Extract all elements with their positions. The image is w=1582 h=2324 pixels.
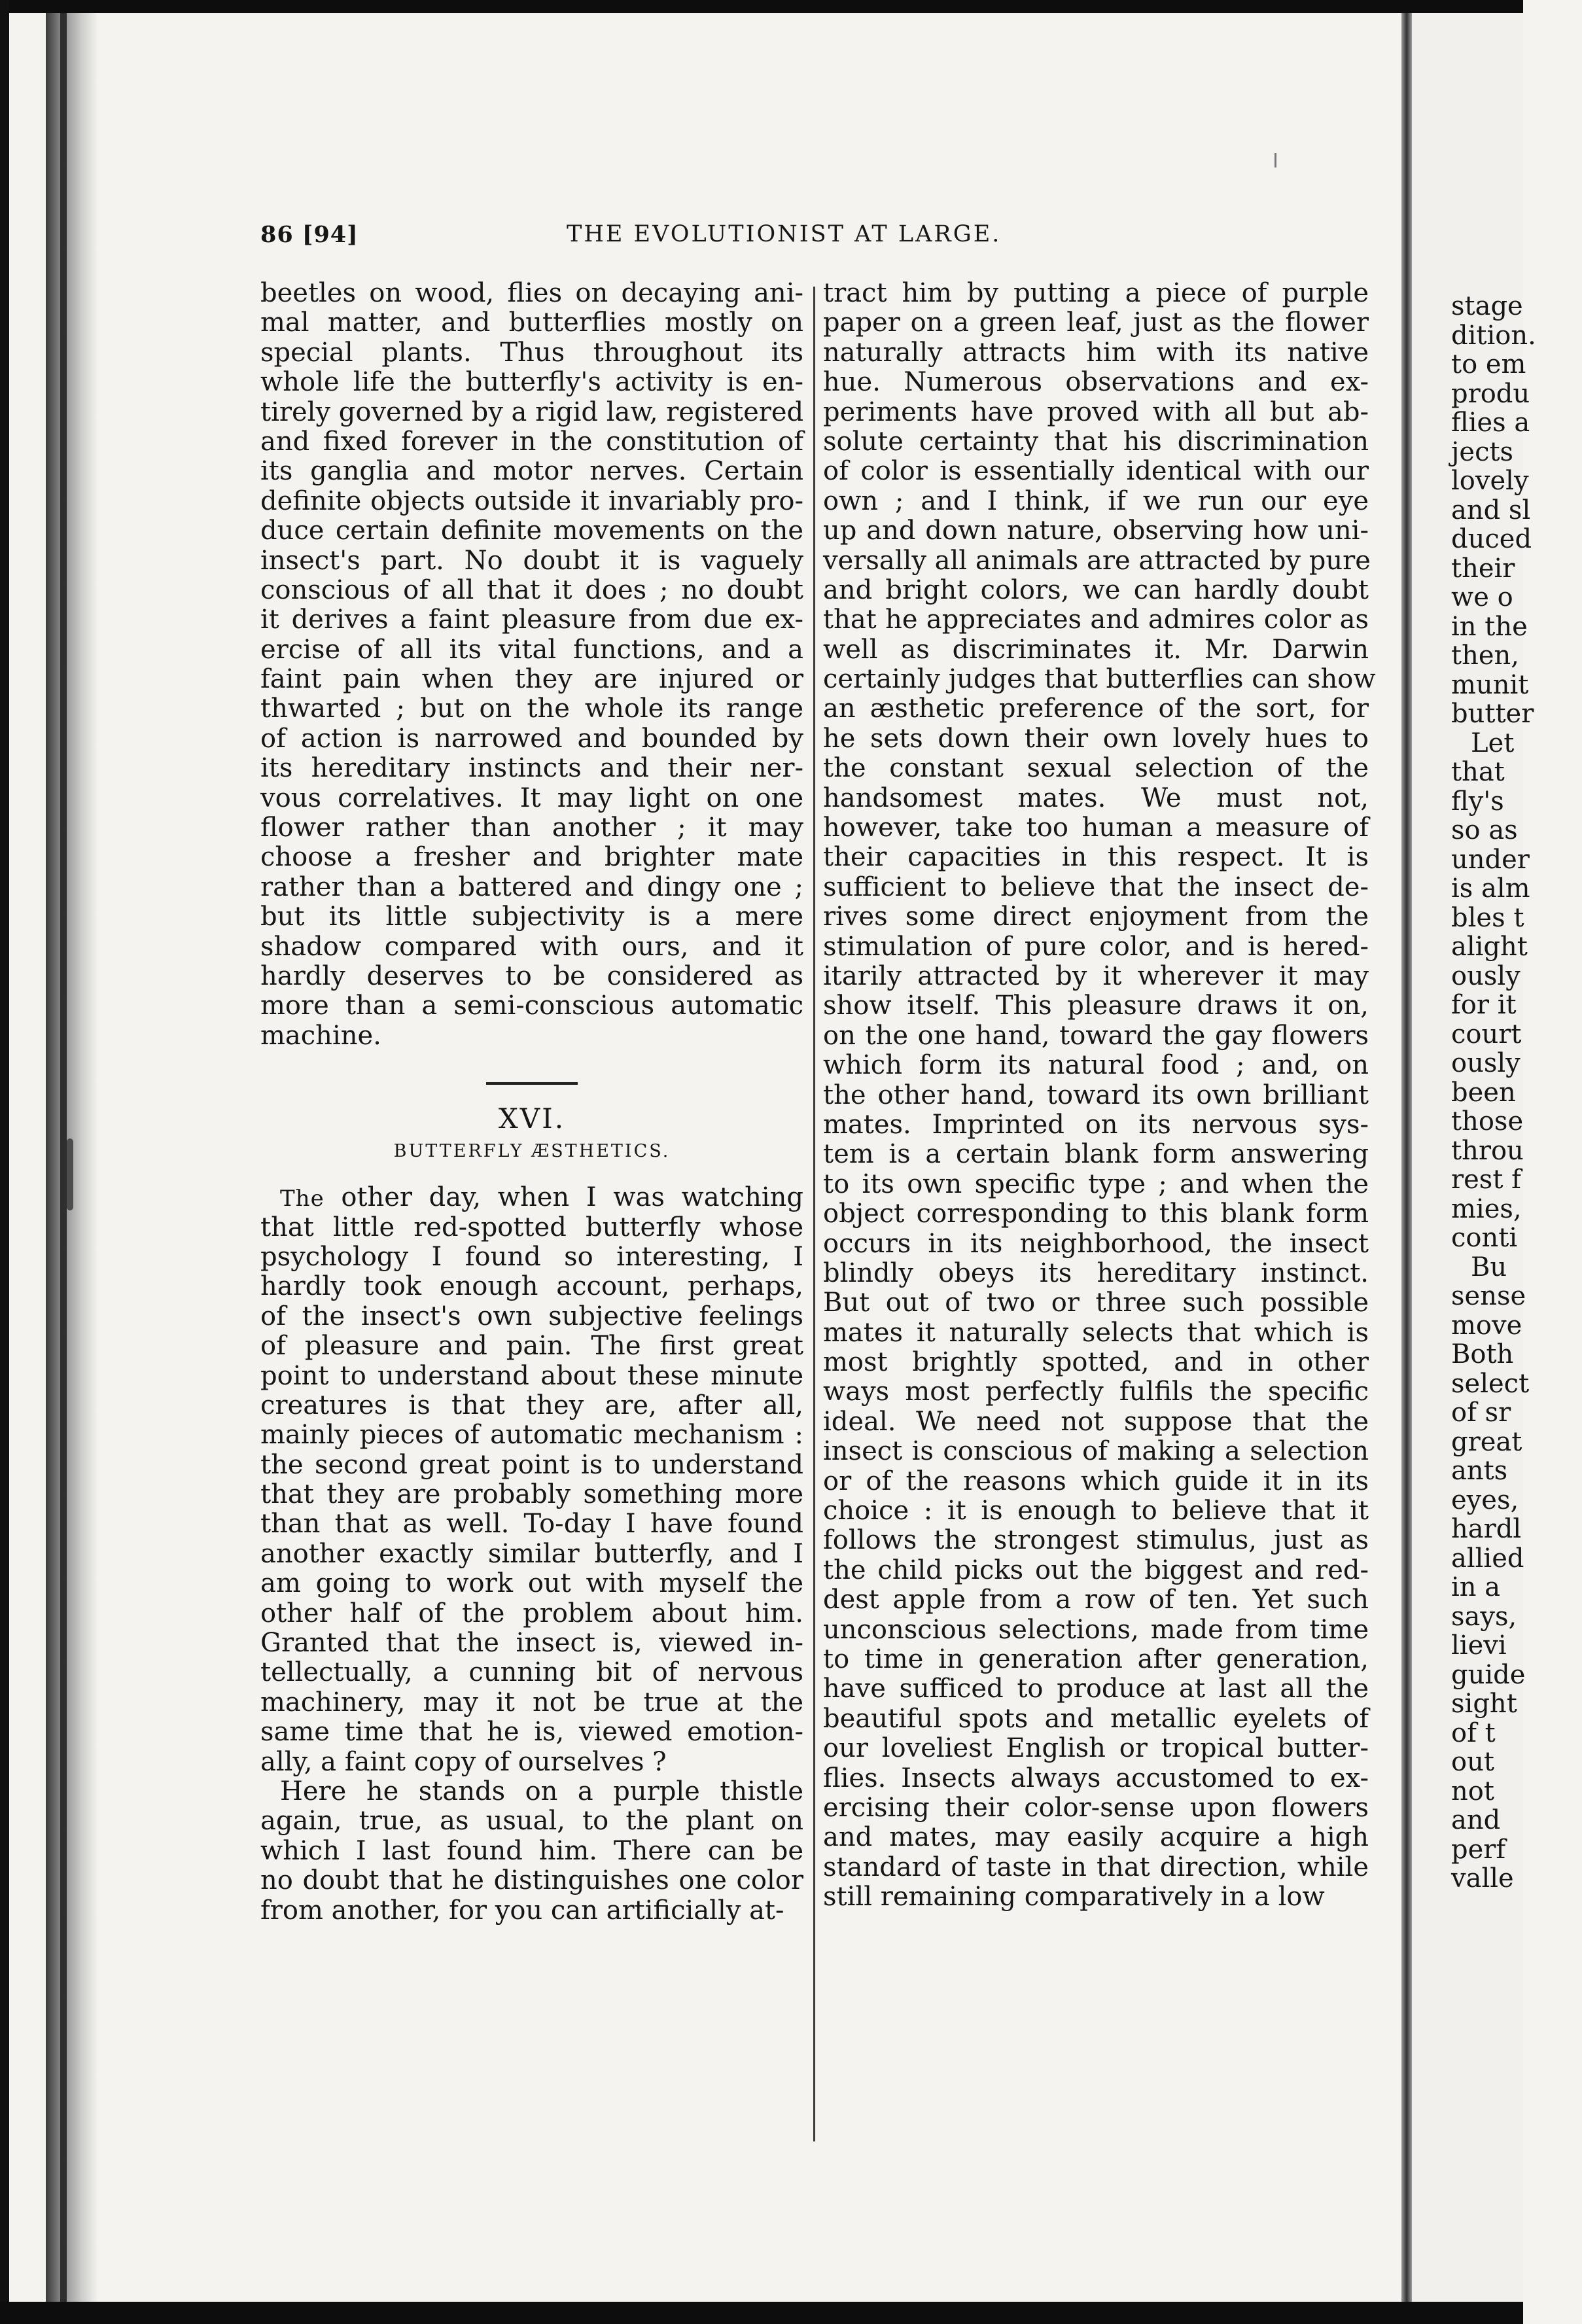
fragment-line: jects [1451,436,1514,467]
text-line: object corresponding to this blank form [823,1199,1369,1229]
text-line: occurs in its neighborhood, the insect [823,1228,1369,1259]
text-line: naturally attracts him with its native [823,337,1369,368]
fragment-line: their [1451,553,1515,584]
text-line: standard of taste in that direction, while [823,1852,1369,1882]
text-line: again, true, as usual, to the plant on [260,1806,803,1837]
text-line: still remaining comparatively in a low [823,1882,1325,1912]
text-line: mainly pieces of automatic mechanism : [260,1420,803,1451]
text-line: rives some direct enjoyment from the [823,902,1369,932]
fragment-line: move [1451,1310,1522,1341]
text-line: of action is narrowed and bounded by [260,723,803,754]
text-line: conscious of all that it does ; no doubt [260,574,803,605]
text-line: definite objects outside it invariably pro- [260,485,803,516]
text-line: special plants. Thus throughout its [260,337,803,368]
fragment-line: so as [1451,815,1518,845]
text-line: its hereditary instincts and their ner- [260,753,803,784]
fragment-line: for it [1451,990,1517,1020]
text-line: choice : it is enough to believe that it [823,1496,1369,1526]
text-line: ways most perfectly fulfils the specific [823,1377,1369,1407]
fragment-line: of sr [1451,1398,1511,1428]
fragment-line: of t [1451,1717,1496,1748]
text-line: mates. Imprinted on its nervous sys- [823,1109,1369,1140]
text-line: handsomest mates. We must not, [823,783,1369,813]
page-gutter [1401,13,1412,2302]
text-line: am going to work out with myself the [260,1568,803,1599]
fragment-line: valle [1451,1863,1514,1893]
fragment-line: under [1451,844,1530,875]
text-line: of pleasure and pain. The first great [260,1331,803,1362]
fragment-line: Bu [1471,1252,1507,1282]
text-line: itarily attracted by it wherever it may [823,960,1369,991]
fragment-line: sense [1451,1281,1526,1311]
text-line: machinery, may it not be true at the [260,1687,803,1717]
text-line: our loveliest English or tropical butter- [823,1733,1369,1764]
fragment-line: court [1451,1019,1522,1049]
fragment-line: throu [1451,1135,1524,1166]
text-line: up and down nature, observing how uni- [823,516,1369,546]
text-line: of the insect's own subjective feelings [260,1301,803,1331]
text-line: than that as well. To-day I have found [260,1509,803,1540]
text-line: certainly judges that butterflies can show [823,664,1376,695]
fragment-line: produ [1451,378,1530,409]
fragment-line: that [1451,757,1505,787]
page-edge-mark [67,1138,73,1210]
first-line-text: other day, when I was watching [324,1182,803,1213]
fragment-line: Let [1471,728,1515,758]
text-line: its ganglia and motor nerves. Certain [260,456,803,487]
fragment-line: select [1451,1368,1530,1399]
fragment-line: munit [1451,669,1529,700]
text-line: on the one hand, toward the gay flowers [823,1020,1369,1051]
fragment-line: flies a [1451,408,1530,438]
text-line: that little red-spotted butterfly whose [260,1212,803,1242]
fragment-line: those [1451,1106,1524,1136]
section-title: BUTTERFLY ÆSTHETICS. [393,1141,671,1162]
text-line: flies. Insects always accustomed to ex- [823,1763,1369,1793]
fragment-line: then, [1451,641,1519,671]
text-line: blindly obeys its hereditary instinct. [823,1258,1369,1288]
text-line: tellectually, a cunning bit of nervous [260,1657,803,1688]
fragment-line: guide [1451,1659,1526,1690]
fragment-line: in the [1451,611,1528,642]
text-line: an æsthetic preference of the sort, for [823,694,1369,724]
fragment-line: stage [1451,291,1523,321]
text-line: thwarted ; but on the whole its range [260,694,803,724]
binding-edge [60,13,67,2302]
running-head [260,221,1074,251]
text-line: solute certainty that his discrimination [823,426,1369,457]
text-line: however, take too human a measure of [823,813,1369,843]
text-line: the other hand, toward its own brilliant [823,1080,1369,1110]
text-line: beetles on wood, flies on decaying ani- [260,278,803,308]
text-line: whole life the butterfly's activity is en- [260,367,803,398]
column-left [260,279,803,1926]
fragment-line: we o [1451,582,1513,612]
text-line: but its little subjectivity is a mere [260,902,803,932]
text-line: most brightly spotted, and in other [823,1347,1369,1378]
fragment-line: to em [1451,349,1526,379]
fragment-line: not [1451,1776,1494,1806]
scan-border-top [0,0,1523,13]
text-line: other half of the problem about him. [260,1598,803,1629]
text-line: mal matter, and butterflies mostly on [260,308,803,338]
text-line: shadow compared with ours, and it [260,931,803,962]
text-line: it derives a faint pleasure from due ex- [260,605,803,635]
text-line: more than a semi-conscious automatic [260,991,803,1021]
text-line: ideal. We need not suppose that the [823,1406,1369,1437]
fragment-line: out [1451,1747,1494,1777]
fragment-line: perf [1451,1834,1506,1865]
text-line: same time that he is, viewed emotion- [260,1717,803,1748]
text-line: and bright colors, we can hardly doubt [823,574,1369,605]
fragment-line: is alm [1451,873,1530,904]
text-line: to its own specific type ; and when the [823,1169,1369,1199]
page-number: 86 [94] [260,221,359,248]
fragment-line: ously [1451,1048,1520,1078]
fragment-line: sight [1451,1689,1517,1719]
text-line: and mates, may easily acquire a high [823,1822,1369,1853]
text-line: another exactly similar butterfly, and I [260,1538,803,1569]
text-line: insect is conscious of making a selection [823,1436,1369,1467]
text-line: paper on a green leaf, just as the flower [823,308,1369,338]
facing-page-text [1451,292,1582,1893]
text-line: faint pain when they are injured or [260,664,803,695]
section-rule [486,1082,578,1085]
section-first-line [260,1183,803,1212]
fragment-line: mies, [1451,1193,1522,1224]
text-line: hardly deserves to be considered as [260,960,803,991]
column-middle-text [823,278,1376,1912]
scan-border-bottom [0,2302,1523,2324]
text-line: to time in generation after generation, [823,1644,1369,1674]
text-line: no doubt that he distinguishes one color [260,1865,803,1896]
text-line: that he appreciates and admires color as [823,605,1369,635]
text-line: sufficient to believe that the insect de- [823,872,1369,902]
column-left-top-text [260,279,803,1051]
text-line: insect's part. No doubt it is vaguely [260,545,803,576]
fragment-line: says, [1451,1601,1517,1632]
fragment-line: bles t [1451,902,1524,933]
text-line: hue. Numerous observations and ex- [823,367,1369,398]
text-line: or of the reasons which guide it in its [823,1466,1369,1496]
text-line: follows the strongest stimulus, just as [823,1525,1369,1556]
text-line: from another, for you can artificially at- [260,1895,784,1926]
text-line: point to understand about these minute [260,1360,803,1391]
text-line: periments have proved with all but ab- [823,396,1369,427]
text-line: unconscious selections, made from time [823,1614,1369,1645]
fragment-line: eyes, [1451,1485,1519,1515]
text-line: tirely governed by a rigid law, registered [260,396,804,427]
text-line: beautiful spots and metallic eyelets of [823,1703,1369,1734]
fragment-line: been [1451,1077,1516,1108]
text-line: creatures is that they are, after all, [260,1390,803,1420]
text-line: machine. [260,1020,381,1051]
text-line: hardly took enough account, perhaps, [260,1271,803,1302]
text-line: he sets down their own lovely hues to [823,723,1369,754]
fragment-line: ously [1451,960,1520,991]
text-line: of color is essentially identical with our [823,456,1369,487]
text-line: dest apple from a row of ten. Yet such [823,1585,1369,1615]
text-line: which I last found him. There can be [260,1835,803,1866]
fragment-line: and sl [1451,495,1531,525]
column-rule [813,287,815,2141]
text-line: tract him by putting a piece of purple [823,278,1369,308]
column-left-section-text [260,1213,803,1926]
fragment-line: alight [1451,932,1528,962]
text-line: Granted that the insect is, viewed in- [260,1628,803,1659]
text-line: ercising their color-sense upon flowers [823,1792,1369,1823]
text-line: tem is a certain blank form answering [823,1139,1369,1170]
text-line: show itself. This pleasure draws it on, [823,991,1369,1021]
text-line: the constant sexual selection of the [823,753,1369,784]
fragment-line: dition. [1451,320,1536,351]
text-line: ercise of all its vital functions, and a [260,634,803,665]
fragment-line: conti [1451,1223,1518,1253]
text-line: choose a fresher and brighter mate [260,842,803,873]
text-line: rather than a battered and dingy one ; [260,872,803,902]
fragment-line: great [1451,1426,1522,1457]
text-line: versally all animals are attracted by pure [823,545,1371,576]
text-line: psychology I found so interesting, I [260,1241,803,1272]
column-middle [823,278,1376,1912]
drop-caps-word: The [280,1186,325,1212]
text-line: well as discriminates it. Mr. Darwin [823,634,1369,665]
text-line: duce certain definite movements on the [260,516,803,546]
text-line: own ; and I think, if we run our eye [823,485,1369,516]
fragment-line: ants [1451,1456,1508,1486]
text-line: vous correlatives. It may light on one [260,783,803,813]
fragment-line: hardl [1451,1514,1522,1544]
fragment-line: Both [1451,1339,1514,1369]
text-line: and fixed forever in the constitution of [260,426,803,457]
fragment-line: allied [1451,1543,1524,1574]
text-line: flower rather than another ; it may [260,813,803,843]
text-line: Here he stands on a purple thistle [280,1776,803,1806]
text-line: their capacities in this respect. It is [823,842,1369,873]
text-line: have sufficed to produce at last all the [823,1674,1369,1704]
text-line: the child picks out the biggest and red- [823,1555,1369,1585]
fragment-line: rest f [1451,1165,1521,1195]
text-line: mates it naturally selects that which is [823,1317,1369,1348]
running-title: THE EVOLUTIONIST AT LARGE. [567,221,1002,247]
scan-border-left [0,0,9,2324]
text-line: But out of two or three such possible [823,1288,1369,1318]
column-right-fragments [1451,292,1582,1893]
fragment-line: butter [1451,699,1534,729]
fragment-line: in a [1451,1572,1501,1602]
text-line: ally, a faint copy of ourselves ? [260,1746,667,1777]
fragment-line: fly's [1451,786,1504,817]
text-line: the second great point is to understand [260,1449,803,1480]
text-line: which form its natural food ; and, on [823,1050,1369,1081]
fragment-line: and [1451,1805,1501,1835]
fragment-line: duced [1451,524,1532,554]
scan-speck [1274,153,1276,167]
text-line: that they are probably something more [260,1479,803,1510]
fragment-line: lovely [1451,466,1529,496]
section-number: XVI. [498,1102,566,1135]
text-line: stimulation of pure color, and is hered- [823,931,1369,962]
fragment-line: lievi [1451,1630,1507,1661]
